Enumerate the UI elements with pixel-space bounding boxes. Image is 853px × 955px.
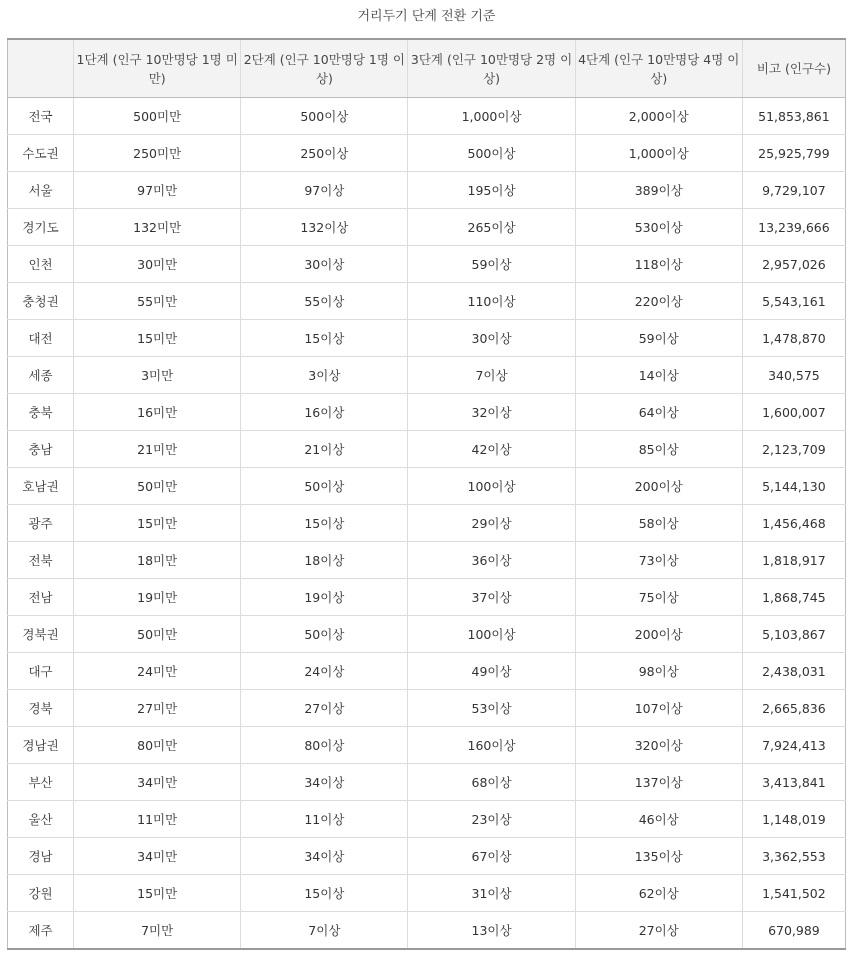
stage-2-cell: 15이상: [241, 875, 408, 912]
table-row: [8, 764, 846, 801]
stage-3-cell: 110이상: [408, 283, 575, 320]
stage-4-cell: 64이상: [575, 394, 742, 431]
stage-1-cell: 55미만: [74, 283, 241, 320]
stage-1-cell: 21미만: [74, 431, 241, 468]
stage-1-cell: 50미만: [74, 468, 241, 505]
population-cell: 340,575: [742, 357, 845, 394]
table-row: [8, 579, 846, 616]
stage-1-cell: 15미만: [74, 875, 241, 912]
stage-1-cell: 15미만: [74, 505, 241, 542]
table-row: [8, 357, 846, 394]
stage-1-cell: 19미만: [74, 579, 241, 616]
population-cell: 670,989: [742, 912, 845, 950]
stage-2-cell: 15이상: [241, 320, 408, 357]
header-stage-2: 2단계 (인구 10만명당 1명 이상): [241, 39, 408, 98]
stage-4-cell: 220이상: [575, 283, 742, 320]
region-cell: 인천: [8, 246, 74, 283]
stage-2-cell: 55이상: [241, 283, 408, 320]
table-row: [8, 875, 846, 912]
stage-3-cell: 37이상: [408, 579, 575, 616]
stage-3-cell: 100이상: [408, 616, 575, 653]
region-cell: 서울: [8, 172, 74, 209]
stage-1-cell: 3미만: [74, 357, 241, 394]
table-row: [8, 320, 846, 357]
stage-3-cell: 59이상: [408, 246, 575, 283]
stage-3-cell: 42이상: [408, 431, 575, 468]
stage-1-cell: 24미만: [74, 653, 241, 690]
stage-2-cell: 15이상: [241, 505, 408, 542]
stage-1-cell: 132미만: [74, 209, 241, 246]
stage-4-cell: 137이상: [575, 764, 742, 801]
table-row: [8, 505, 846, 542]
region-cell: 울산: [8, 801, 74, 838]
header-stage-1: 1단계 (인구 10만명당 1명 미만): [74, 39, 241, 98]
region-cell: 충남: [8, 431, 74, 468]
stage-4-cell: 135이상: [575, 838, 742, 875]
table-row: [8, 801, 846, 838]
region-cell: 강원: [8, 875, 74, 912]
population-cell: 1,541,502: [742, 875, 845, 912]
stage-4-cell: 200이상: [575, 468, 742, 505]
stage-3-cell: 265이상: [408, 209, 575, 246]
stage-2-cell: 50이상: [241, 616, 408, 653]
stage-4-cell: 1,000이상: [575, 135, 742, 172]
stage-4-cell: 46이상: [575, 801, 742, 838]
region-cell: 수도권: [8, 135, 74, 172]
population-cell: 1,456,468: [742, 505, 845, 542]
stage-2-cell: 16이상: [241, 394, 408, 431]
header-population: 비고 (인구수): [742, 39, 845, 98]
header-region: [8, 39, 74, 98]
region-cell: 제주: [8, 912, 74, 950]
stage-1-cell: 27미만: [74, 690, 241, 727]
stage-4-cell: 320이상: [575, 727, 742, 764]
region-cell: 전북: [8, 542, 74, 579]
stage-2-cell: 11이상: [241, 801, 408, 838]
stage-3-cell: 23이상: [408, 801, 575, 838]
table-row: [8, 468, 846, 505]
stage-1-cell: 80미만: [74, 727, 241, 764]
population-cell: 1,478,870: [742, 320, 845, 357]
population-cell: 2,957,026: [742, 246, 845, 283]
region-cell: 경남권: [8, 727, 74, 764]
table-body: [8, 98, 846, 950]
stage-1-cell: 7미만: [74, 912, 241, 950]
stage-4-cell: 98이상: [575, 653, 742, 690]
population-cell: 9,729,107: [742, 172, 845, 209]
stage-1-cell: 97미만: [74, 172, 241, 209]
stage-1-cell: 34미만: [74, 764, 241, 801]
header-row: [8, 39, 846, 98]
stage-2-cell: 19이상: [241, 579, 408, 616]
table-row: [8, 727, 846, 764]
table-row: [8, 542, 846, 579]
region-cell: 경남: [8, 838, 74, 875]
population-cell: 1,148,019: [742, 801, 845, 838]
stage-4-cell: 85이상: [575, 431, 742, 468]
region-cell: 호남권: [8, 468, 74, 505]
stage-2-cell: 3이상: [241, 357, 408, 394]
stage-2-cell: 24이상: [241, 653, 408, 690]
stage-3-cell: 67이상: [408, 838, 575, 875]
stage-3-cell: 100이상: [408, 468, 575, 505]
stage-3-cell: 1,000이상: [408, 98, 575, 135]
region-cell: 대구: [8, 653, 74, 690]
population-cell: 1,600,007: [742, 394, 845, 431]
stage-1-cell: 50미만: [74, 616, 241, 653]
population-cell: 2,123,709: [742, 431, 845, 468]
stage-4-cell: 389이상: [575, 172, 742, 209]
stage-3-cell: 500이상: [408, 135, 575, 172]
region-cell: 전남: [8, 579, 74, 616]
stage-3-cell: 49이상: [408, 653, 575, 690]
stage-2-cell: 27이상: [241, 690, 408, 727]
stage-3-cell: 32이상: [408, 394, 575, 431]
population-cell: 51,853,861: [742, 98, 845, 135]
stage-3-cell: 7이상: [408, 357, 575, 394]
population-cell: 2,438,031: [742, 653, 845, 690]
stage-1-cell: 16미만: [74, 394, 241, 431]
header-stage-3: 3단계 (인구 10만명당 2명 이상): [408, 39, 575, 98]
table-caption: 거리두기 단계 전환 기준: [357, 9, 496, 24]
stage-2-cell: 80이상: [241, 727, 408, 764]
population-cell: 2,665,836: [742, 690, 845, 727]
stage-1-cell: 500미만: [74, 98, 241, 135]
stage-4-cell: 2,000이상: [575, 98, 742, 135]
stage-3-cell: 30이상: [408, 320, 575, 357]
population-cell: 13,239,666: [742, 209, 845, 246]
region-cell: 광주: [8, 505, 74, 542]
stage-1-cell: 11미만: [74, 801, 241, 838]
stage-2-cell: 21이상: [241, 431, 408, 468]
stage-2-cell: 250이상: [241, 135, 408, 172]
table-row: [8, 98, 846, 135]
region-cell: 세종: [8, 357, 74, 394]
table-row: [8, 209, 846, 246]
stage-3-cell: 29이상: [408, 505, 575, 542]
population-cell: 25,925,799: [742, 135, 845, 172]
population-cell: 3,362,553: [742, 838, 845, 875]
stage-1-cell: 250미만: [74, 135, 241, 172]
population-cell: 5,543,161: [742, 283, 845, 320]
stage-4-cell: 73이상: [575, 542, 742, 579]
table-row: [8, 431, 846, 468]
stage-4-cell: 27이상: [575, 912, 742, 950]
stage-3-cell: 13이상: [408, 912, 575, 950]
stage-3-cell: 195이상: [408, 172, 575, 209]
region-cell: 경기도: [8, 209, 74, 246]
table-row: [8, 912, 846, 950]
table-row: [8, 135, 846, 172]
stage-3-cell: 160이상: [408, 727, 575, 764]
stage-4-cell: 62이상: [575, 875, 742, 912]
stage-2-cell: 500이상: [241, 98, 408, 135]
region-cell: 경북권: [8, 616, 74, 653]
population-cell: 5,144,130: [742, 468, 845, 505]
stage-3-cell: 68이상: [408, 764, 575, 801]
stage-4-cell: 75이상: [575, 579, 742, 616]
region-cell: 충북: [8, 394, 74, 431]
stage-2-cell: 34이상: [241, 764, 408, 801]
stage-4-cell: 118이상: [575, 246, 742, 283]
stage-3-cell: 31이상: [408, 875, 575, 912]
population-cell: 5,103,867: [742, 616, 845, 653]
table-row: [8, 394, 846, 431]
stage-1-cell: 15미만: [74, 320, 241, 357]
stage-4-cell: 530이상: [575, 209, 742, 246]
stage-4-cell: 107이상: [575, 690, 742, 727]
stage-2-cell: 34이상: [241, 838, 408, 875]
header-stage-4: 4단계 (인구 10만명당 4명 이상): [575, 39, 742, 98]
population-cell: 7,924,413: [742, 727, 845, 764]
region-cell: 부산: [8, 764, 74, 801]
table-row: [8, 838, 846, 875]
stage-1-cell: 34미만: [74, 838, 241, 875]
distancing-criteria-table: [7, 38, 846, 950]
stage-4-cell: 59이상: [575, 320, 742, 357]
population-cell: 1,868,745: [742, 579, 845, 616]
stage-1-cell: 18미만: [74, 542, 241, 579]
population-cell: 1,818,917: [742, 542, 845, 579]
region-cell: 전국: [8, 98, 74, 135]
table-row: [8, 283, 846, 320]
stage-2-cell: 132이상: [241, 209, 408, 246]
table-row: [8, 653, 846, 690]
stage-2-cell: 7이상: [241, 912, 408, 950]
stage-2-cell: 50이상: [241, 468, 408, 505]
region-cell: 경북: [8, 690, 74, 727]
stage-2-cell: 18이상: [241, 542, 408, 579]
region-cell: 대전: [8, 320, 74, 357]
region-cell: 충청권: [8, 283, 74, 320]
stage-3-cell: 36이상: [408, 542, 575, 579]
table-row: [8, 690, 846, 727]
stage-2-cell: 30이상: [241, 246, 408, 283]
stage-4-cell: 58이상: [575, 505, 742, 542]
stage-2-cell: 97이상: [241, 172, 408, 209]
stage-4-cell: 200이상: [575, 616, 742, 653]
table-row: [8, 172, 846, 209]
table-row: [8, 246, 846, 283]
population-cell: 3,413,841: [742, 764, 845, 801]
table-row: [8, 616, 846, 653]
stage-1-cell: 30미만: [74, 246, 241, 283]
stage-4-cell: 14이상: [575, 357, 742, 394]
stage-3-cell: 53이상: [408, 690, 575, 727]
